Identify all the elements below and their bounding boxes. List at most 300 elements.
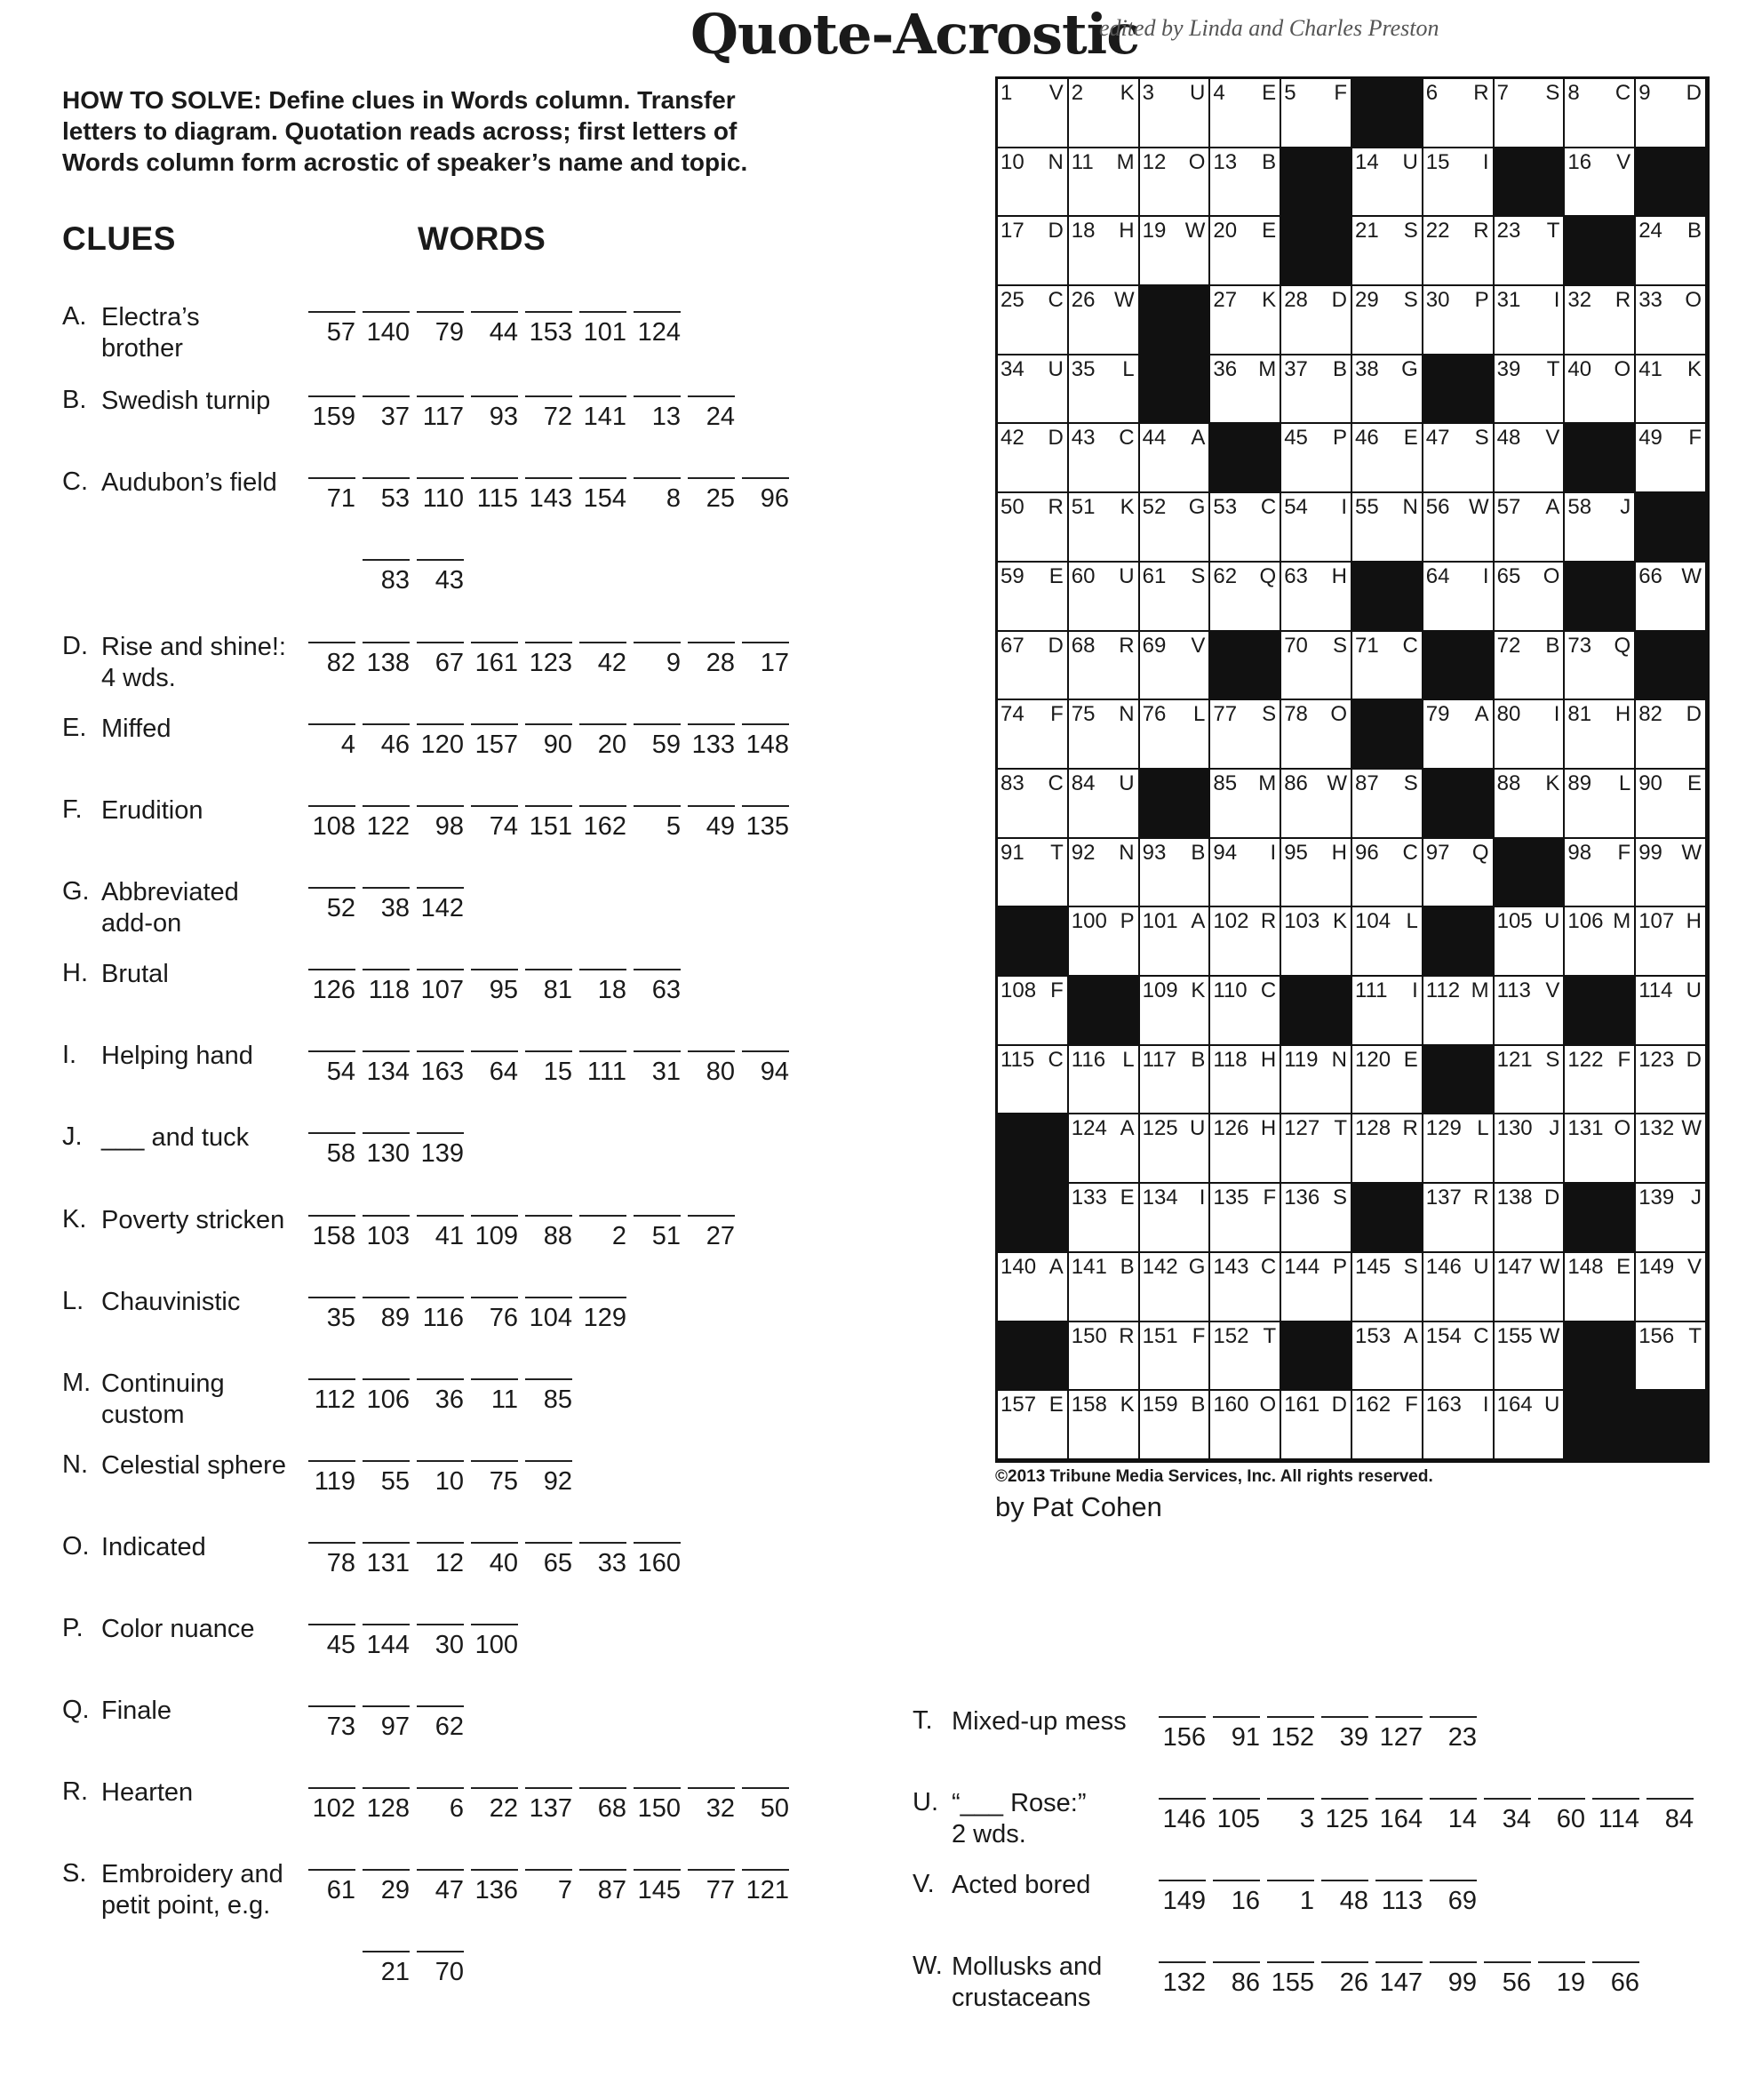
answer-slot[interactable] [1535,1944,1589,1997]
grid-cell[interactable] [1565,907,1636,977]
answer-slot[interactable] [576,951,630,1004]
grid-cell[interactable] [1281,700,1352,770]
answer-slot[interactable] [1372,1944,1426,1997]
answer-slot[interactable] [576,706,630,759]
answer-slot[interactable] [305,1606,359,1659]
answer-slot[interactable] [522,787,576,841]
grid-cell[interactable] [1495,1253,1566,1322]
grid-cell[interactable] [998,700,1069,770]
grid-cell[interactable] [1210,1391,1281,1460]
grid-cell[interactable] [1423,217,1495,286]
answer-slot[interactable] [359,1606,413,1659]
answer-slot[interactable] [305,1361,359,1414]
answer-slot[interactable] [413,1442,467,1496]
answer-slot[interactable] [413,1933,467,1986]
answer-slot[interactable] [305,459,359,513]
grid-cell[interactable] [1565,1046,1636,1115]
grid-cell[interactable] [1495,1114,1566,1184]
grid-cell[interactable] [1281,770,1352,839]
answer-slot[interactable] [576,1851,630,1904]
answer-slot[interactable] [359,293,413,347]
answer-slot[interactable] [522,1279,576,1332]
answer-slot[interactable] [576,1033,630,1086]
answer-slot[interactable] [413,1688,467,1741]
answer-slot[interactable] [305,624,359,677]
answer-slot[interactable] [630,1033,684,1086]
answer-slot[interactable] [684,378,738,431]
grid-cell[interactable] [1281,1046,1352,1115]
answer-slot[interactable] [359,869,413,922]
grid-cell[interactable] [1565,79,1636,148]
grid-cell[interactable] [1210,286,1281,355]
grid-cell[interactable] [1495,286,1566,355]
answer-slot[interactable] [576,293,630,347]
answer-slot[interactable] [305,706,359,759]
grid-cell[interactable] [1069,839,1140,908]
answer-slot[interactable] [630,1769,684,1823]
grid-cell[interactable] [1140,493,1211,563]
answer-slot[interactable] [1426,1780,1480,1833]
grid-cell[interactable] [1423,286,1495,355]
grid-cell[interactable] [1352,217,1423,286]
answer-slot[interactable] [413,706,467,759]
grid-cell[interactable] [1423,563,1495,632]
grid-cell[interactable] [1636,355,1707,425]
answer-slot[interactable] [1372,1698,1426,1752]
answer-slot[interactable] [1372,1780,1426,1833]
grid-cell[interactable] [1565,770,1636,839]
grid-cell[interactable] [1210,493,1281,563]
answer-slot[interactable] [1426,1698,1480,1752]
answer-slot[interactable] [738,459,793,513]
answer-slot[interactable] [359,459,413,513]
answer-slot[interactable] [413,951,467,1004]
grid-cell[interactable] [1495,977,1566,1046]
grid-cell[interactable] [1140,1114,1211,1184]
answer-slot[interactable] [359,1442,413,1496]
grid-cell[interactable] [1069,1391,1140,1460]
answer-slot[interactable] [1535,1780,1589,1833]
grid-cell[interactable] [1210,700,1281,770]
answer-slot[interactable] [522,1442,576,1496]
answer-slot[interactable] [413,1114,467,1168]
grid-cell[interactable] [1423,79,1495,148]
answer-slot[interactable] [413,459,467,513]
answer-slot[interactable] [305,1442,359,1496]
grid-cell[interactable] [1352,286,1423,355]
answer-slot[interactable] [359,1114,413,1168]
grid-cell[interactable] [1069,700,1140,770]
answer-slot[interactable] [630,1524,684,1577]
answer-slot[interactable] [305,1688,359,1741]
answer-slot[interactable] [738,624,793,677]
answer-slot[interactable] [684,1033,738,1086]
grid-cell[interactable] [998,839,1069,908]
answer-slot[interactable] [359,706,413,759]
answer-slot[interactable] [1155,1862,1209,1915]
answer-slot[interactable] [522,706,576,759]
answer-slot[interactable] [1209,1698,1264,1752]
answer-slot[interactable] [576,1197,630,1250]
grid-cell[interactable] [1281,424,1352,493]
answer-slot[interactable] [467,787,522,841]
grid-cell[interactable] [1352,1253,1423,1322]
answer-slot[interactable] [684,1769,738,1823]
answer-slot[interactable] [1480,1780,1535,1833]
grid-cell[interactable] [1069,148,1140,218]
grid-cell[interactable] [998,79,1069,148]
grid-cell[interactable] [1352,148,1423,218]
grid-cell[interactable] [1352,424,1423,493]
answer-slot[interactable] [1264,1944,1318,1997]
grid-cell[interactable] [1636,79,1707,148]
grid-cell[interactable] [1636,1184,1707,1253]
answer-slot[interactable] [1480,1944,1535,1997]
answer-slot[interactable] [305,1769,359,1823]
answer-slot[interactable] [413,1524,467,1577]
answer-slot[interactable] [359,1688,413,1741]
grid-cell[interactable] [1140,907,1211,977]
grid-cell[interactable] [1069,632,1140,701]
answer-slot[interactable] [413,293,467,347]
grid-cell[interactable] [1495,632,1566,701]
grid-cell[interactable] [1352,1391,1423,1460]
answer-slot[interactable] [630,624,684,677]
grid-cell[interactable] [1636,907,1707,977]
answer-slot[interactable] [413,1033,467,1086]
answer-slot[interactable] [576,624,630,677]
answer-slot[interactable] [413,1197,467,1250]
grid-cell[interactable] [1210,148,1281,218]
grid-cell[interactable] [1281,79,1352,148]
grid-cell[interactable] [1352,1046,1423,1115]
answer-slot[interactable] [359,624,413,677]
grid-cell[interactable] [1352,1322,1423,1392]
answer-slot[interactable] [467,706,522,759]
answer-slot[interactable] [522,1197,576,1250]
grid-cell[interactable] [1495,1391,1566,1460]
grid-cell[interactable] [1140,217,1211,286]
grid-cell[interactable] [1069,1184,1140,1253]
grid-cell[interactable] [1495,907,1566,977]
grid-cell[interactable] [1140,632,1211,701]
answer-slot[interactable] [1318,1780,1372,1833]
answer-slot[interactable] [630,293,684,347]
grid-cell[interactable] [1140,424,1211,493]
grid-cell[interactable] [1210,355,1281,425]
grid-cell[interactable] [1140,1184,1211,1253]
grid-cell[interactable] [1423,1322,1495,1392]
grid-cell[interactable] [1495,355,1566,425]
grid-cell[interactable] [1210,977,1281,1046]
answer-slot[interactable] [1318,1944,1372,1997]
grid-cell[interactable] [998,1253,1069,1322]
answer-slot[interactable] [359,951,413,1004]
answer-slot[interactable] [630,1197,684,1250]
answer-slot[interactable] [359,378,413,431]
grid-cell[interactable] [1281,493,1352,563]
grid-cell[interactable] [1069,424,1140,493]
grid-cell[interactable] [1423,1253,1495,1322]
grid-cell[interactable] [1495,424,1566,493]
grid-cell[interactable] [1140,563,1211,632]
grid-cell[interactable] [1140,700,1211,770]
answer-slot[interactable] [359,1524,413,1577]
grid-cell[interactable] [1140,1253,1211,1322]
grid-cell[interactable] [1636,1253,1707,1322]
grid-cell[interactable] [1069,79,1140,148]
grid-cell[interactable] [998,977,1069,1046]
grid-cell[interactable] [998,1391,1069,1460]
grid-cell[interactable] [1140,839,1211,908]
answer-slot[interactable] [305,869,359,922]
grid-cell[interactable] [1495,217,1566,286]
grid-cell[interactable] [1210,770,1281,839]
grid-cell[interactable] [998,217,1069,286]
answer-slot[interactable] [467,1033,522,1086]
grid-cell[interactable] [1636,700,1707,770]
answer-slot[interactable] [522,378,576,431]
grid-cell[interactable] [1423,839,1495,908]
answer-slot[interactable] [1209,1780,1264,1833]
grid-cell[interactable] [1069,217,1140,286]
grid-cell[interactable] [1140,148,1211,218]
answer-slot[interactable] [522,1524,576,1577]
answer-slot[interactable] [467,1279,522,1332]
answer-slot[interactable] [359,1279,413,1332]
grid-cell[interactable] [1352,977,1423,1046]
grid-cell[interactable] [1281,286,1352,355]
answer-slot[interactable] [305,1524,359,1577]
grid-cell[interactable] [1565,355,1636,425]
grid-cell[interactable] [1069,1253,1140,1322]
grid-cell[interactable] [1210,1046,1281,1115]
grid-cell[interactable] [998,286,1069,355]
answer-slot[interactable] [359,1933,413,1986]
grid-cell[interactable] [1352,770,1423,839]
answer-slot[interactable] [467,1442,522,1496]
grid-cell[interactable] [1281,839,1352,908]
grid-cell[interactable] [1352,839,1423,908]
answer-slot[interactable] [413,1361,467,1414]
answer-slot[interactable] [630,1851,684,1904]
answer-slot[interactable] [413,787,467,841]
answer-slot[interactable] [359,1361,413,1414]
answer-slot[interactable] [1372,1862,1426,1915]
grid-cell[interactable] [1210,1114,1281,1184]
answer-slot[interactable] [467,1361,522,1414]
answer-slot[interactable] [359,1033,413,1086]
grid-cell[interactable] [1565,1114,1636,1184]
answer-slot[interactable] [522,1769,576,1823]
grid-cell[interactable] [1565,148,1636,218]
answer-slot[interactable] [684,706,738,759]
grid-cell[interactable] [1069,1322,1140,1392]
answer-slot[interactable] [359,1197,413,1250]
answer-slot[interactable] [1264,1862,1318,1915]
answer-slot[interactable] [522,1033,576,1086]
answer-slot[interactable] [630,378,684,431]
answer-slot[interactable] [1209,1944,1264,1997]
answer-slot[interactable] [522,459,576,513]
answer-slot[interactable] [413,1769,467,1823]
answer-slot[interactable] [576,1279,630,1332]
grid-cell[interactable] [1423,700,1495,770]
answer-slot[interactable] [684,624,738,677]
grid-cell[interactable] [1069,355,1140,425]
grid-cell[interactable] [1423,424,1495,493]
answer-slot[interactable] [305,1033,359,1086]
grid-cell[interactable] [998,632,1069,701]
answer-slot[interactable] [1318,1862,1372,1915]
answer-slot[interactable] [305,1197,359,1250]
grid-cell[interactable] [1210,79,1281,148]
answer-slot[interactable] [1318,1698,1372,1752]
answer-slot[interactable] [413,1279,467,1332]
answer-slot[interactable] [576,1524,630,1577]
grid-cell[interactable] [1069,493,1140,563]
grid-cell[interactable] [1140,1322,1211,1392]
answer-slot[interactable] [1589,1780,1643,1833]
grid-cell[interactable] [1281,632,1352,701]
grid-cell[interactable] [1210,563,1281,632]
grid-cell[interactable] [1210,217,1281,286]
grid-cell[interactable] [998,770,1069,839]
answer-slot[interactable] [684,1197,738,1250]
answer-slot[interactable] [467,293,522,347]
grid-cell[interactable] [1281,1184,1352,1253]
answer-slot[interactable] [467,459,522,513]
answer-slot[interactable] [359,787,413,841]
answer-slot[interactable] [305,293,359,347]
grid-cell[interactable] [1495,563,1566,632]
grid-cell[interactable] [1140,1046,1211,1115]
answer-slot[interactable] [467,1769,522,1823]
answer-slot[interactable] [1643,1780,1697,1833]
grid-cell[interactable] [1495,1322,1566,1392]
grid-cell[interactable] [1423,493,1495,563]
answer-slot[interactable] [305,378,359,431]
answer-slot[interactable] [576,787,630,841]
answer-slot[interactable] [576,459,630,513]
grid-cell[interactable] [1495,1184,1566,1253]
answer-slot[interactable] [467,951,522,1004]
answer-slot[interactable] [305,1114,359,1168]
answer-slot[interactable] [305,1279,359,1332]
grid-cell[interactable] [1495,493,1566,563]
answer-slot[interactable] [413,541,467,595]
grid-cell[interactable] [1352,632,1423,701]
answer-slot[interactable] [630,706,684,759]
grid-cell[interactable] [1636,839,1707,908]
grid-cell[interactable] [1636,1322,1707,1392]
grid-cell[interactable] [998,148,1069,218]
grid-cell[interactable] [1565,839,1636,908]
answer-slot[interactable] [630,951,684,1004]
answer-slot[interactable] [1209,1862,1264,1915]
answer-slot[interactable] [359,541,413,595]
grid-cell[interactable] [1210,1322,1281,1392]
answer-slot[interactable] [576,1769,630,1823]
grid-cell[interactable] [1423,148,1495,218]
answer-slot[interactable] [359,1769,413,1823]
grid-cell[interactable] [1352,355,1423,425]
answer-slot[interactable] [413,1851,467,1904]
grid-cell[interactable] [1140,1391,1211,1460]
answer-slot[interactable] [738,706,793,759]
answer-slot[interactable] [1264,1780,1318,1833]
grid-cell[interactable] [1281,1253,1352,1322]
answer-slot[interactable] [467,1524,522,1577]
answer-slot[interactable] [413,378,467,431]
answer-slot[interactable] [738,1851,793,1904]
grid-cell[interactable] [1423,1184,1495,1253]
answer-slot[interactable] [630,787,684,841]
grid-cell[interactable] [998,563,1069,632]
grid-cell[interactable] [998,355,1069,425]
grid-cell[interactable] [1281,1391,1352,1460]
answer-slot[interactable] [522,1361,576,1414]
grid-cell[interactable] [1636,770,1707,839]
grid-cell[interactable] [1352,1114,1423,1184]
answer-slot[interactable] [1155,1698,1209,1752]
answer-slot[interactable] [1426,1944,1480,1997]
answer-slot[interactable] [413,869,467,922]
grid-cell[interactable] [1636,563,1707,632]
grid-cell[interactable] [1069,286,1140,355]
answer-slot[interactable] [413,1606,467,1659]
grid-cell[interactable] [1069,770,1140,839]
grid-cell[interactable] [1210,1253,1281,1322]
answer-slot[interactable] [738,787,793,841]
answer-slot[interactable] [522,624,576,677]
grid-cell[interactable] [1495,1046,1566,1115]
grid-cell[interactable] [1281,355,1352,425]
grid-cell[interactable] [1069,907,1140,977]
grid-cell[interactable] [1140,977,1211,1046]
answer-slot[interactable] [467,1851,522,1904]
grid-cell[interactable] [1495,770,1566,839]
grid-cell[interactable] [1140,79,1211,148]
answer-slot[interactable] [413,624,467,677]
grid-cell[interactable] [1565,700,1636,770]
answer-slot[interactable] [1264,1698,1318,1752]
answer-slot[interactable] [359,1851,413,1904]
grid-cell[interactable] [1069,563,1140,632]
grid-cell[interactable] [1495,700,1566,770]
grid-cell[interactable] [1636,424,1707,493]
grid-cell[interactable] [1636,1114,1707,1184]
answer-slot[interactable] [1589,1944,1643,1997]
grid-cell[interactable] [1210,1184,1281,1253]
grid-cell[interactable] [1281,907,1352,977]
grid-cell[interactable] [1069,1046,1140,1115]
grid-cell[interactable] [1069,1114,1140,1184]
answer-slot[interactable] [684,459,738,513]
answer-slot[interactable] [467,1606,522,1659]
grid-cell[interactable] [1565,493,1636,563]
answer-slot[interactable] [522,1851,576,1904]
grid-cell[interactable] [1636,1046,1707,1115]
grid-cell[interactable] [1210,907,1281,977]
grid-cell[interactable] [1565,286,1636,355]
grid-cell[interactable] [1636,286,1707,355]
answer-slot[interactable] [305,787,359,841]
grid-cell[interactable] [998,1046,1069,1115]
answer-slot[interactable] [1155,1944,1209,1997]
answer-slot[interactable] [738,1769,793,1823]
answer-slot[interactable] [522,293,576,347]
